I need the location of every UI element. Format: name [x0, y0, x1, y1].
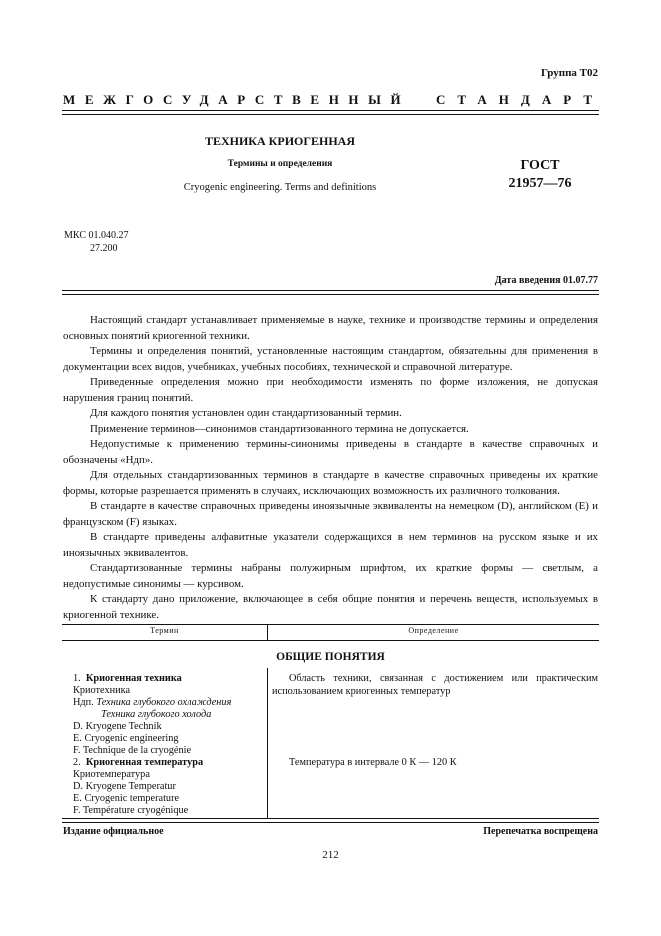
intro-paragraph: В стандарте в качестве справочных приведены иноязычные эквиваленты на немецком (D), английском (E) и французском (F) языках.: [63, 500, 598, 528]
gost-label: ГОСТ: [520, 158, 560, 173]
header-rule: [62, 110, 599, 115]
term-en: E. Cryogenic temperature: [73, 793, 180, 804]
group-code: Группа Т02: [540, 67, 598, 79]
table-top-rule: [62, 624, 599, 625]
intro-paragraph: Приведенные определения можно при необходимости изменять по форме изложения, не допуская нарушения границ понятий.: [63, 376, 598, 404]
mks-codes: [64, 229, 128, 255]
term-entry-2: [73, 757, 268, 817]
footer-rule: [62, 818, 599, 823]
document-subtitle: Термины и определения: [227, 159, 333, 169]
table-header-rule: [62, 640, 599, 641]
english-title: Cryogenic engineering. Terms and definitions: [183, 182, 377, 193]
term-ndp: Техника глубокого охлаждения: [96, 697, 232, 708]
intro-text: [63, 313, 598, 623]
official-edition: Издание официальное: [63, 826, 164, 837]
table-header-term: Термин: [150, 626, 179, 635]
term-fr: F. Technique de la cryogénie: [73, 745, 192, 756]
term-fr: F. Température cryogénique: [73, 805, 189, 816]
banner-standard: СТАНДАРТ: [435, 92, 604, 107]
date-rule: [62, 290, 599, 295]
intro-paragraph: Настоящий стандарт устанавливает применяемые в науке, технике и производстве термины и определения основных понятий криогенной техники.: [63, 314, 598, 342]
term-number: 2.: [73, 757, 81, 768]
ndp-prefix: Ндп.: [73, 697, 94, 708]
term-standard: Криогенная техника: [85, 673, 182, 684]
intro-paragraph: Термины и определения понятий, установленные настоящим стандартом, обязательны для применения в документации всех видов, учебниках, учебных пособиях, технической и справочной литературе.: [63, 345, 598, 373]
section-heading: ОБЩИЕ ПОНЯТИЯ: [276, 651, 385, 663]
table-header-definition: Определение: [408, 626, 459, 635]
intro-paragraph: К стандарту дано приложение, включающее в себя общие понятия и перечень веществ, используемых в криогенной технике.: [63, 593, 598, 621]
definition-1: Область техники, связанная с достижением или практическим использованием криогенных температур: [272, 673, 598, 697]
table-header-divider: [267, 624, 268, 640]
mks-line-2: 27.200: [90, 243, 118, 254]
intro-paragraph: Для каждого понятия установлен один стандартизованный термин.: [90, 407, 402, 419]
intro-paragraph: Для отдельных стандартизованных терминов в стандарте в качестве справочных приведены их краткие формы, которые разрешается применять в случаях, исключающих возможность их различного толкования.: [63, 469, 598, 497]
mks-line-1: МКС 01.040.27: [64, 230, 129, 241]
term-ndp: Техника глубокого холода: [101, 709, 212, 720]
document-title: ТЕХНИКА КРИОГЕННАЯ: [204, 134, 356, 148]
intro-paragraph: В стандарте приведены алфавитные указатели содержащихся в нем терминов на русском языке и их иноязычных эквивалентов.: [63, 531, 598, 559]
term-de: D. Kryogene Technik: [73, 721, 162, 732]
page-number: 212: [322, 849, 339, 861]
term-short-form: Криотехника: [73, 685, 131, 696]
term-short-form: Криотемпература: [73, 769, 150, 780]
intro-paragraph: Недопустимые к применению термины-синонимы приведены в стандарте в качестве справочных и обозначены «Ндп».: [63, 438, 598, 466]
term-entry-1: [73, 673, 268, 757]
term-number: 1.: [73, 673, 81, 684]
intro-paragraph: Стандартизованные термины набраны полужирным шрифтом, их краткие формы — светлым, а недопустимые синонимы — курсивом.: [63, 562, 598, 590]
reprint-prohibited: Перепечатка воспрещена: [483, 826, 598, 837]
intro-date: Дата введения 01.07.77: [494, 275, 598, 286]
definition-2: Температура в интервале 0 К — 120 К: [289, 757, 457, 768]
term-de: D. Kryogene Temperatur: [73, 781, 176, 792]
gost-number: 21957—76: [508, 176, 572, 191]
intro-paragraph: Применение терминов—синонимов стандартизованного термина не допускается.: [90, 422, 469, 435]
term-en: E. Cryogenic engineering: [73, 733, 179, 744]
banner-interstate: МЕЖГОСУДАРСТВЕННЫЙ: [63, 92, 411, 107]
term-standard: Криогенная температура: [85, 757, 204, 768]
